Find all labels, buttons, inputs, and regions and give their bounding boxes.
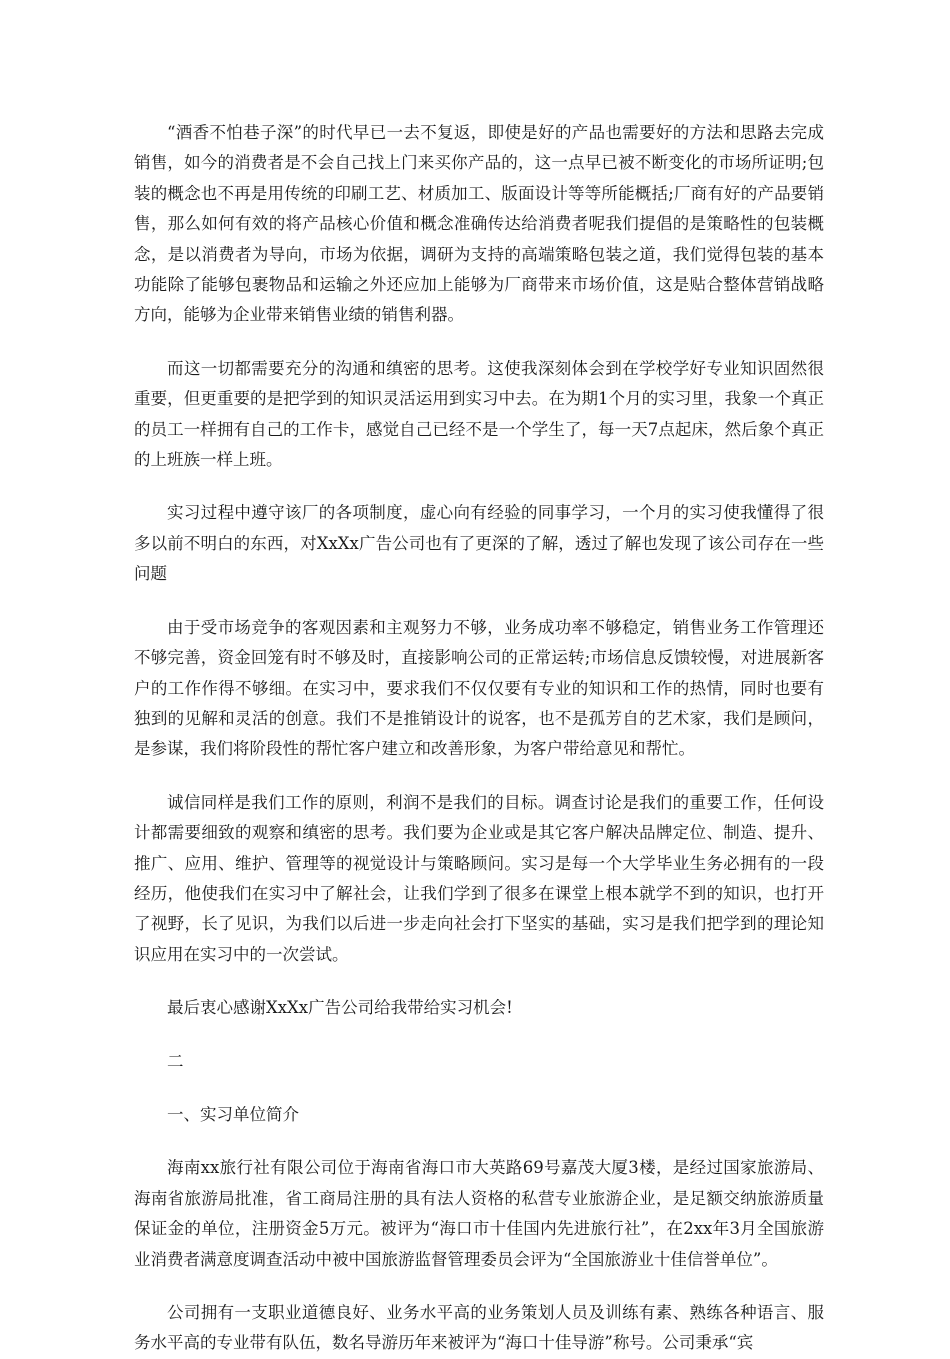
paragraph-gap xyxy=(134,475,824,498)
section-heading: 一、实习单位简介 xyxy=(167,1104,299,1124)
paragraph-company-problems: 由于受市场竞争的客观因素和主观努力不够，业务成功率不够稳定，销售业务工作管理还不够完善，资金回笼有时不够及时，直接影响公司的正常运转;市场信息反馈较慢，对进展新客户的工作作得不够细。在实习中，要求我们不仅仅要有专业的知识和工作的热情，同时也要有独到的见解和灵活的创意。我们不是推销设计的说客，也不是孤芳自的艺术家，我们是顾问，是参谋，我们将阶段性的帮忙客户建立和改善形象，为客户带给意见和帮忙。 xyxy=(134,617,824,759)
paragraph-gap xyxy=(134,1275,824,1298)
paragraph-packaging-concept: “酒香不怕巷子深”的时代早已一去不复返，即使是好的产品也需要好的方法和思路去完成销售，如今的消费者是不会自己找上门来买你产品的，这一点早已被不断变化的市场所证明;包装的概念也不再是用传统的印刷工艺、材质加工、版面设计等等所能概括;厂商有好的产品要销售，那么如何有效的将产品核心价值和概念准确传达给消费者呢我们提倡的是策略性的包装概念，是以消费者为导向，市场为依据，调研为支持的高端策略包装之道，我们觉得包装的基本功能除了能够包裹物品和运输之外还应加上能够为厂商带来市场价值，这是贴合整体营销战略方向，能够为企业带来销售业绩的销售利器。 xyxy=(134,123,824,325)
document-body xyxy=(134,118,824,1359)
paragraph-gap xyxy=(134,1130,824,1153)
paragraph-internship-process: 实习过程中遵守该厂的各项制度，虚心向有经验的同事学习，一个月的实习使我懂得了很多以前不明白的东西，对XxXx广告公司也有了更深的了解，透过了解也发现了该公司存在一些问题 xyxy=(134,503,824,584)
paragraph-company-intro: 海南xx旅行社有限公司位于海南省海口市大英路69号嘉茂大厦3楼，是经过国家旅游局、海南省旅游局批准，省工商局注册的具有法人资格的私营专业旅游企业，是足额交纳旅游质量保证金的单位，注册资金5万元。被评为“海口市十佳国内先进旅行社”，在2xx年3月全国旅游业消费者满意度调查活动中被中国旅游监督管理委员会评为“全国旅游业十佳信誉单位”。 xyxy=(134,1158,824,1269)
paragraph-gap xyxy=(134,1024,824,1047)
section-number: 二 xyxy=(167,1051,184,1071)
paragraph-gap xyxy=(134,970,824,993)
paragraph-integrity: 诚信同样是我们工作的原则，利润不是我们的目标。调查讨论是我们的重要工作，任何设计都需要细致的观察和缜密的思考。我们要为企业或是其它客户解决品牌定位、制造、提升、推广、应用、维护、管理等的视觉设计与策略顾问。实习是每一个大学毕业生务必拥有的一段经历，他使我们在实习中了解社会，让我们学到了很多在课堂上根本就学不到的知识，也打开了视野，长了见识，为我们以后进一步走向社会打下坚实的基础，实习是我们把学到的理论知识应用在实习中的一次尝试。 xyxy=(134,792,824,964)
paragraph-thanks: 最后衷心感谢XxXx广告公司给我带给实习机会! xyxy=(167,998,513,1018)
paragraph-communication: 而这一切都需要充分的沟通和缜密的思考。这使我深刻体会到在学校学好专业知识固然很重要，但更重要的是把学到的知识灵活运用到实习中去。在为期1个月的实习里，我象一个真正的员工一样拥有自己的工作卡，感觉自己已经不是一个学生了，每一天7点起床，然后象个真正的上班族一样上班。 xyxy=(134,358,824,470)
paragraph-gap xyxy=(134,331,824,354)
paragraph-gap xyxy=(134,1077,824,1100)
paragraph-gap xyxy=(134,590,824,613)
paragraph-gap xyxy=(134,765,824,788)
paragraph-company-team: 公司拥有一支职业道德良好、业务水平高的业务策划人员及训练有素、熟练各种语言、服务水平高的专业带有队伍，数名导游历年来被评为“海口十佳导游”称号。公司秉承“宾 xyxy=(134,1303,824,1353)
